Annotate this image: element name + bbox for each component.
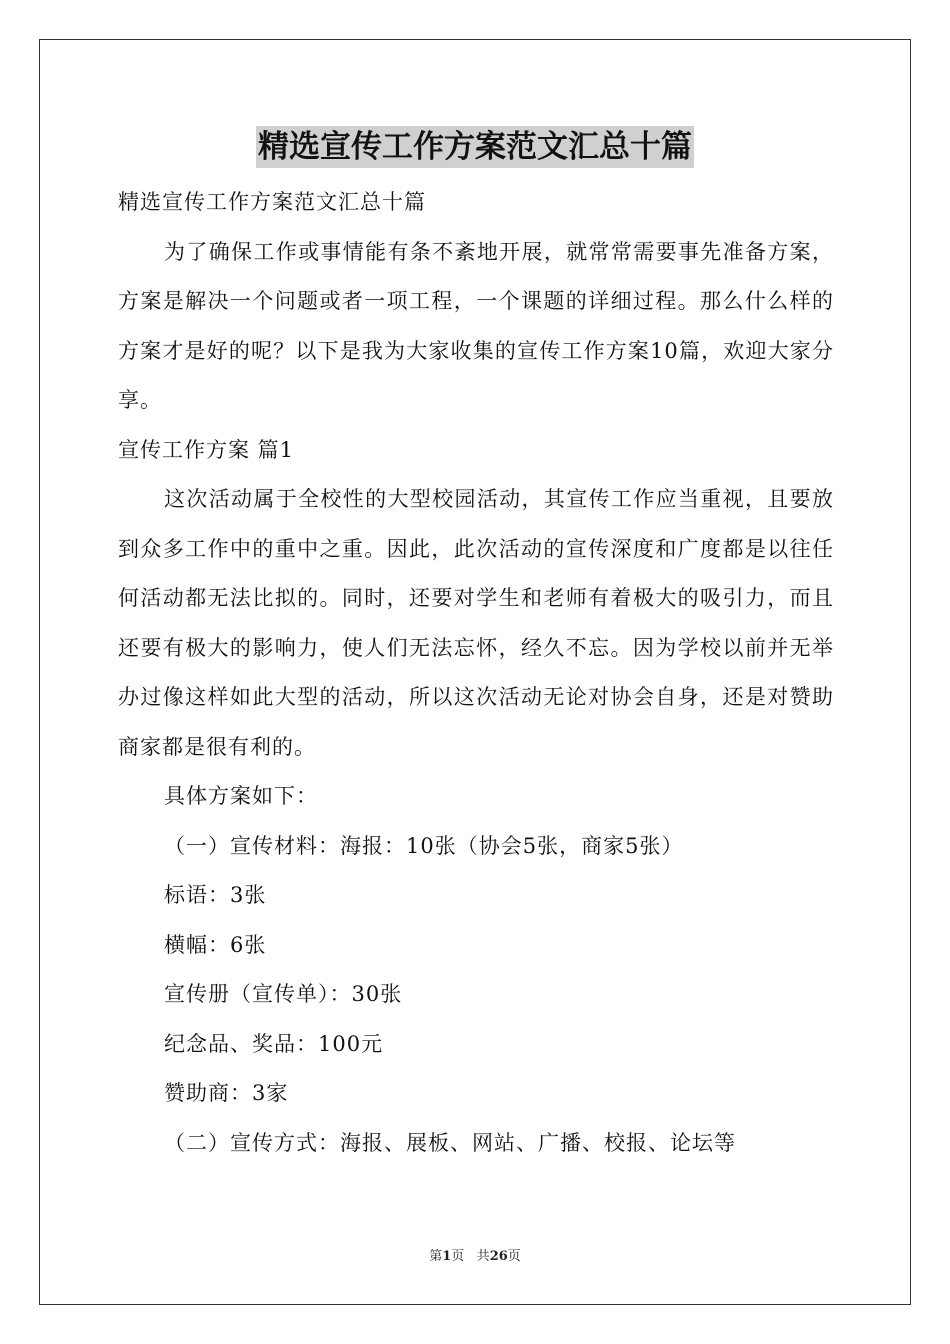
list-item: 横幅：6张 [164,932,267,957]
list-item: 赞助商：3家 [164,1081,289,1105]
subtitle-line: 精选宣传工作方案范文汇总十篇 [118,190,426,214]
intro-paragraph: 为了确保工作或事情能有条不紊地开展，就常常需要事先准备方案，方案是解决一个问题或者一项工程，一个课题的详细过程。那么什么样的方案才是好的呢？以下是我为大家收集的宣传工作方案10篇，欢迎大家分享。 [118,239,834,412]
title-container [0,126,950,168]
document-body [118,178,834,1168]
document-title: 精选宣传工作方案范文汇总十篇 [256,126,694,168]
page-number: 1 [442,1249,452,1264]
list-item: （二）宣传方式：海报、展板、网站、广播、校报、论坛等 [164,1130,736,1155]
total-pages: 26 [489,1249,508,1264]
list-item: 纪念品、奖品：100元 [164,1031,384,1056]
body-paragraph: 这次活动属于全校性的大型校园活动，其宣传工作应当重视，且要放到众多工作中的重中之重。因此，此次活动的宣传深度和广度都是以往任何活动都无法比拟的。同时，还要对学生和老师有着极大的吸引力，而且还要有极大的影响力，使人们无法忘怀，经久不忘。因为学校以前并无举办过像这样如此大型的活动，所以这次活动无论对协会自身，还是对赞助商家都是很有利的。 [118,487,834,759]
page-footer [0,1248,950,1266]
list-item: 具体方案如下： [164,784,318,808]
section-heading: 宣传工作方案 篇1 [118,437,295,462]
page-suffix: 页 [451,1249,465,1264]
list-item: 标语：3张 [164,883,267,907]
list-item: 宣传册（宣传单）：30张 [164,982,403,1006]
list-item: （一）宣传材料：海报：10张（协会5张，商家5张） [164,833,684,858]
total-prefix: 共 [476,1249,490,1264]
page-prefix: 第 [429,1249,443,1264]
total-suffix: 页 [507,1249,521,1264]
